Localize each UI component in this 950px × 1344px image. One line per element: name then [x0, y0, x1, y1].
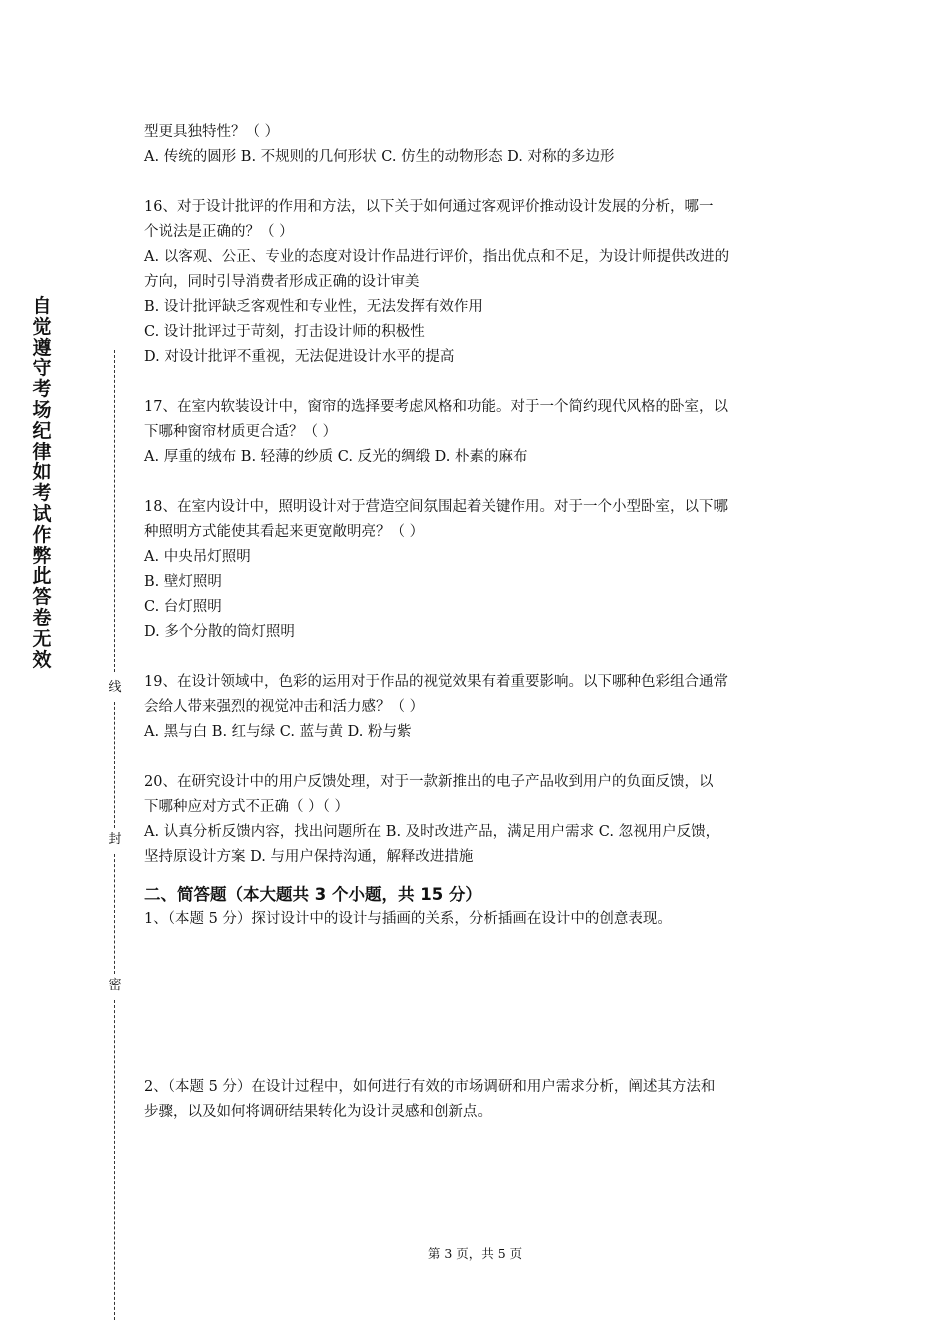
question-option: A. 黑与白 B. 红与绿 C. 蓝与黄 D. 粉与紫 — [144, 724, 412, 740]
question-stem: 会给人带来强烈的视觉冲击和活力感？（ ） — [144, 699, 425, 715]
page-number: 第 3 页，共 5 页 — [427, 1246, 523, 1261]
question-stem: 20、在研究设计中的用户反馈处理，对于一款新推出的电子产品收到用户的负面反馈，以 — [144, 774, 714, 790]
question-18 — [144, 495, 810, 645]
binding-mark-mi: 密 — [108, 978, 122, 993]
exam-content — [144, 120, 810, 1125]
question-stem: 下哪种应对方式不正确（ ）（ ） — [144, 799, 349, 815]
short-answer-question-2-cont: 步骤，以及如何将调研结果转化为设计灵感和创新点。 — [144, 1104, 492, 1120]
question-stem: 型更具独特性？（ ） — [144, 124, 280, 140]
short-answer-question-2: 2、（本题 5 分）在设计过程中，如何进行有效的市场调研和用户需求分析，阐述其方法和 — [144, 1079, 716, 1095]
binding-line — [103, 350, 127, 1320]
question-19 — [144, 670, 810, 745]
binding-dash — [114, 1000, 115, 1320]
question-option: B. 壁灯照明 — [144, 574, 222, 590]
question-16 — [144, 195, 810, 370]
question-option: C. 台灯照明 — [144, 599, 222, 615]
binding-dash — [114, 854, 115, 974]
question-option: A. 厚重的绒布 B. 轻薄的纱质 C. 反光的绸缎 D. 朴素的麻布 — [144, 449, 528, 465]
question-stem: 下哪种窗帘材质更合适？（ ） — [144, 424, 338, 440]
question-option: D. 多个分散的筒灯照明 — [144, 624, 295, 640]
question-option: A. 中央吊灯照明 — [144, 549, 251, 565]
question-option: C. 设计批评过于苛刻，打击设计师的积极性 — [144, 324, 425, 340]
question-option: A. 以客观、公正、专业的态度对设计作品进行评价，指出优点和不足，为设计师提供改进的 — [144, 249, 730, 265]
binding-dash — [114, 350, 115, 672]
question-options: A. 传统的圆形 B. 不规则的几何形状 C. 仿生的动物形态 D. 对称的多边形 — [144, 149, 615, 165]
question-stem: 个说法是正确的？（ ） — [144, 224, 294, 240]
question-stem: 种照明方式能使其看起来更宽敞明亮？（ ） — [144, 524, 425, 540]
question-stem: 19、在设计领域中，色彩的运用对于作品的视觉效果有着重要影响。以下哪种色彩组合通常 — [144, 674, 728, 690]
short-answer-question-1: 1、（本题 5 分）探讨设计中的设计与插画的关系，分析插画在设计中的创意表现。 — [144, 911, 672, 927]
binding-mark-xian: 线 — [108, 680, 122, 695]
question-option: D. 对设计批评不重视，无法促进设计水平的提高 — [144, 349, 455, 365]
question-17 — [144, 395, 810, 470]
question-20 — [144, 770, 810, 870]
section-title: 二、简答题（本大题共 3 个小题，共 15 分） — [144, 885, 482, 904]
question-option: 方向，同时引导消费者形成正确的设计审美 — [144, 274, 420, 290]
binding-mark-feng: 封 — [108, 832, 122, 847]
question-option: A. 认真分析反馈内容，找出问题所在 B. 及时改进产品，满足用户需求 C. 忽视用户反馈， — [144, 824, 721, 840]
question-15-continuation — [144, 120, 810, 170]
answer-space — [144, 932, 810, 1075]
question-option: 坚持原设计方案 D. 与用户保持沟通，解释改进措施 — [144, 849, 474, 865]
question-stem: 17、在室内软装设计中，窗帘的选择要考虑风格和功能。对于一个简约现代风格的卧室，以 — [144, 399, 728, 415]
question-stem: 16、对于设计批评的作用和方法，以下关于如何通过客观评价推动设计发展的分析，哪一 — [144, 199, 714, 215]
exam-discipline-notice: 自觉遵守考场纪律如考试作弊此答卷无效 — [32, 295, 52, 671]
question-option: B. 设计批评缺乏客观性和专业性，无法发挥有效作用 — [144, 299, 483, 315]
question-stem: 18、在室内设计中，照明设计对于营造空间氛围起着关键作用。对于一个小型卧室，以下哪 — [144, 499, 728, 515]
binding-dash — [114, 702, 115, 828]
